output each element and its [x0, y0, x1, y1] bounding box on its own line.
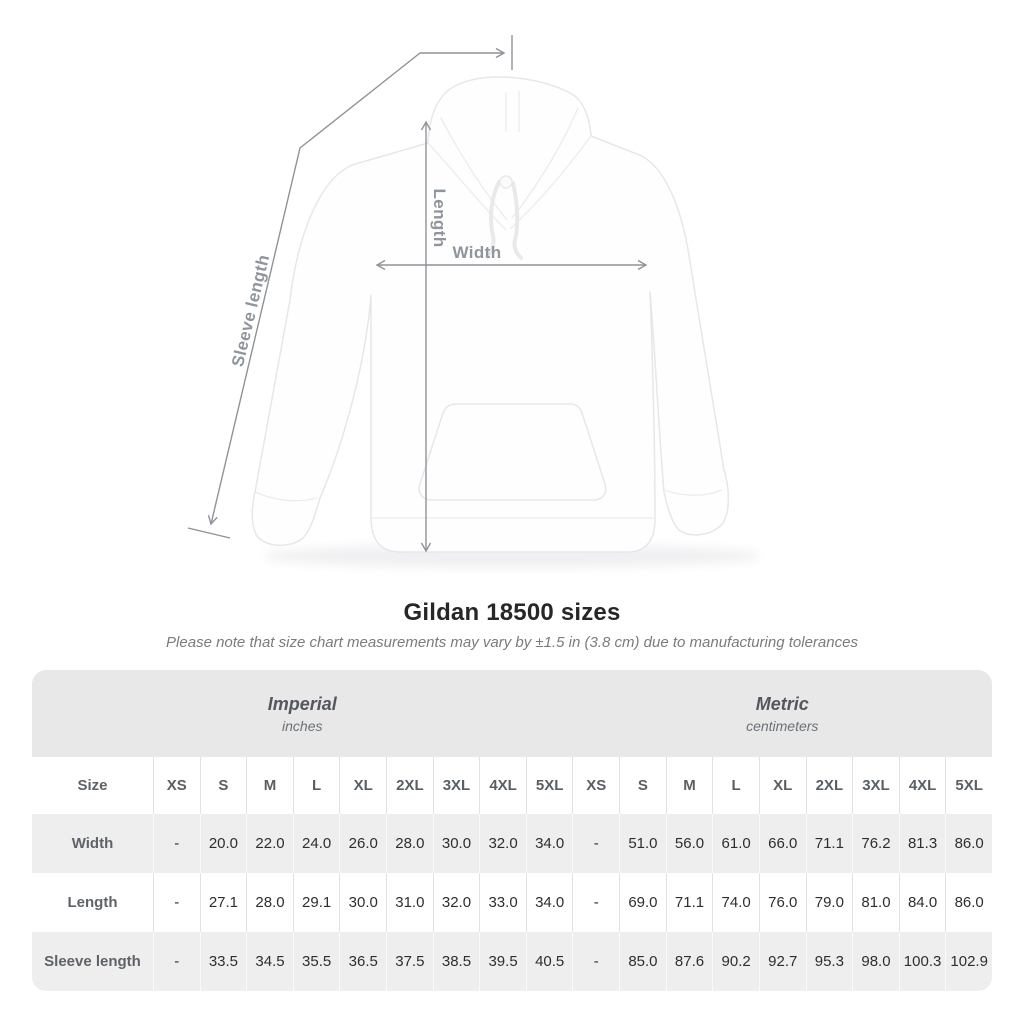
- kangaroo-pocket: [419, 404, 606, 500]
- size-grid: [32, 757, 992, 991]
- size-column-header-metric: 2XL: [806, 757, 853, 814]
- size-value-cell: 30.0: [433, 814, 480, 873]
- size-column-header-imperial: 4XL: [479, 757, 526, 814]
- metric-title: Metric: [755, 693, 809, 714]
- width-label: Width: [452, 243, 502, 262]
- size-value-cell: 74.0: [712, 873, 759, 932]
- size-column-header-metric: L: [712, 757, 759, 814]
- size-column-header-imperial: 2XL: [386, 757, 433, 814]
- size-column-header-imperial: M: [246, 757, 293, 814]
- imperial-section-header: [32, 670, 573, 757]
- size-value-cell: 28.0: [246, 873, 293, 932]
- size-value-cell: 40.5: [526, 932, 573, 991]
- tolerance-note: Please note that size chart measurements may vary by ±1.5 in (3.8 cm) due to manufacturing tolerances: [166, 634, 858, 651]
- size-column-header-imperial: S: [200, 757, 247, 814]
- size-value-cell: 20.0: [200, 814, 247, 873]
- size-value-cell: 90.2: [712, 932, 759, 991]
- size-value-cell: 22.0: [246, 814, 293, 873]
- size-value-cell: 27.1: [200, 873, 247, 932]
- size-value-cell: 61.0: [712, 814, 759, 873]
- size-column-header-metric: XL: [759, 757, 806, 814]
- size-value-cell: 66.0: [759, 814, 806, 873]
- row-label: Sleeve length: [32, 932, 153, 991]
- size-column-header: Size: [32, 757, 153, 814]
- hoodie-illustration: [252, 77, 728, 552]
- size-value-cell: 86.0: [945, 814, 992, 873]
- size-value-cell: 31.0: [386, 873, 433, 932]
- size-value-cell: 92.7: [759, 932, 806, 991]
- metric-subtitle: centimeters: [746, 717, 819, 734]
- size-column-header-imperial: 5XL: [526, 757, 573, 814]
- imperial-subtitle: inches: [282, 717, 323, 734]
- size-value-cell: 33.5: [200, 932, 247, 991]
- row-label: Length: [32, 873, 153, 932]
- size-value-cell: -: [153, 814, 200, 873]
- size-value-cell: 29.1: [293, 873, 340, 932]
- size-value-cell: 34.0: [526, 873, 573, 932]
- size-value-cell: 71.1: [806, 814, 853, 873]
- size-column-header-imperial: 3XL: [433, 757, 480, 814]
- size-column-header-metric: 3XL: [852, 757, 899, 814]
- size-value-cell: 39.5: [479, 932, 526, 991]
- size-value-cell: 51.0: [619, 814, 666, 873]
- size-value-cell: 33.0: [479, 873, 526, 932]
- size-value-cell: 81.0: [852, 873, 899, 932]
- size-value-cell: 32.0: [433, 873, 480, 932]
- size-value-cell: 34.0: [526, 814, 573, 873]
- imperial-title: Imperial: [267, 693, 337, 714]
- size-column-header-imperial: L: [293, 757, 340, 814]
- unit-header-band: [32, 670, 992, 757]
- metric-section-header: [573, 670, 993, 757]
- size-column-header-metric: M: [666, 757, 713, 814]
- size-value-cell: 79.0: [806, 873, 853, 932]
- size-value-cell: 87.6: [666, 932, 713, 991]
- size-value-cell: 95.3: [806, 932, 853, 991]
- size-value-cell: -: [572, 873, 619, 932]
- size-column-header-metric: XS: [572, 757, 619, 814]
- size-value-cell: 26.0: [339, 814, 386, 873]
- size-value-cell: 32.0: [479, 814, 526, 873]
- length-label: Length: [430, 188, 449, 248]
- size-value-cell: 37.5: [386, 932, 433, 991]
- size-value-cell: 86.0: [945, 873, 992, 932]
- size-value-cell: 34.5: [246, 932, 293, 991]
- size-value-cell: 71.1: [666, 873, 713, 932]
- size-value-cell: -: [153, 932, 200, 991]
- size-value-cell: -: [153, 873, 200, 932]
- size-column-header-metric: 4XL: [899, 757, 946, 814]
- size-value-cell: -: [572, 814, 619, 873]
- size-value-cell: 30.0: [339, 873, 386, 932]
- row-label: Width: [32, 814, 153, 873]
- size-value-cell: 28.0: [386, 814, 433, 873]
- drawstring-knot: [500, 176, 512, 188]
- size-value-cell: 38.5: [433, 932, 480, 991]
- size-value-cell: -: [572, 932, 619, 991]
- size-value-cell: 84.0: [899, 873, 946, 932]
- size-value-cell: 24.0: [293, 814, 340, 873]
- sleeve-length-tick-bottom: [188, 528, 230, 538]
- size-value-cell: 76.0: [759, 873, 806, 932]
- sleeve-length-label: Sleeve length: [228, 252, 274, 369]
- size-value-cell: 85.0: [619, 932, 666, 991]
- size-chart-table: [32, 670, 992, 991]
- size-column-header-imperial: XS: [153, 757, 200, 814]
- size-value-cell: 36.5: [339, 932, 386, 991]
- size-value-cell: 56.0: [666, 814, 713, 873]
- size-value-cell: 98.0: [852, 932, 899, 991]
- size-value-cell: 81.3: [899, 814, 946, 873]
- page-title: Gildan 18500 sizes: [403, 599, 621, 626]
- size-value-cell: 100.3: [899, 932, 946, 991]
- size-value-cell: 35.5: [293, 932, 340, 991]
- size-column-header-metric: S: [619, 757, 666, 814]
- size-column-header-metric: 5XL: [945, 757, 992, 814]
- size-value-cell: 76.2: [852, 814, 899, 873]
- size-column-header-imperial: XL: [339, 757, 386, 814]
- size-value-cell: 69.0: [619, 873, 666, 932]
- size-value-cell: 102.9: [945, 932, 992, 991]
